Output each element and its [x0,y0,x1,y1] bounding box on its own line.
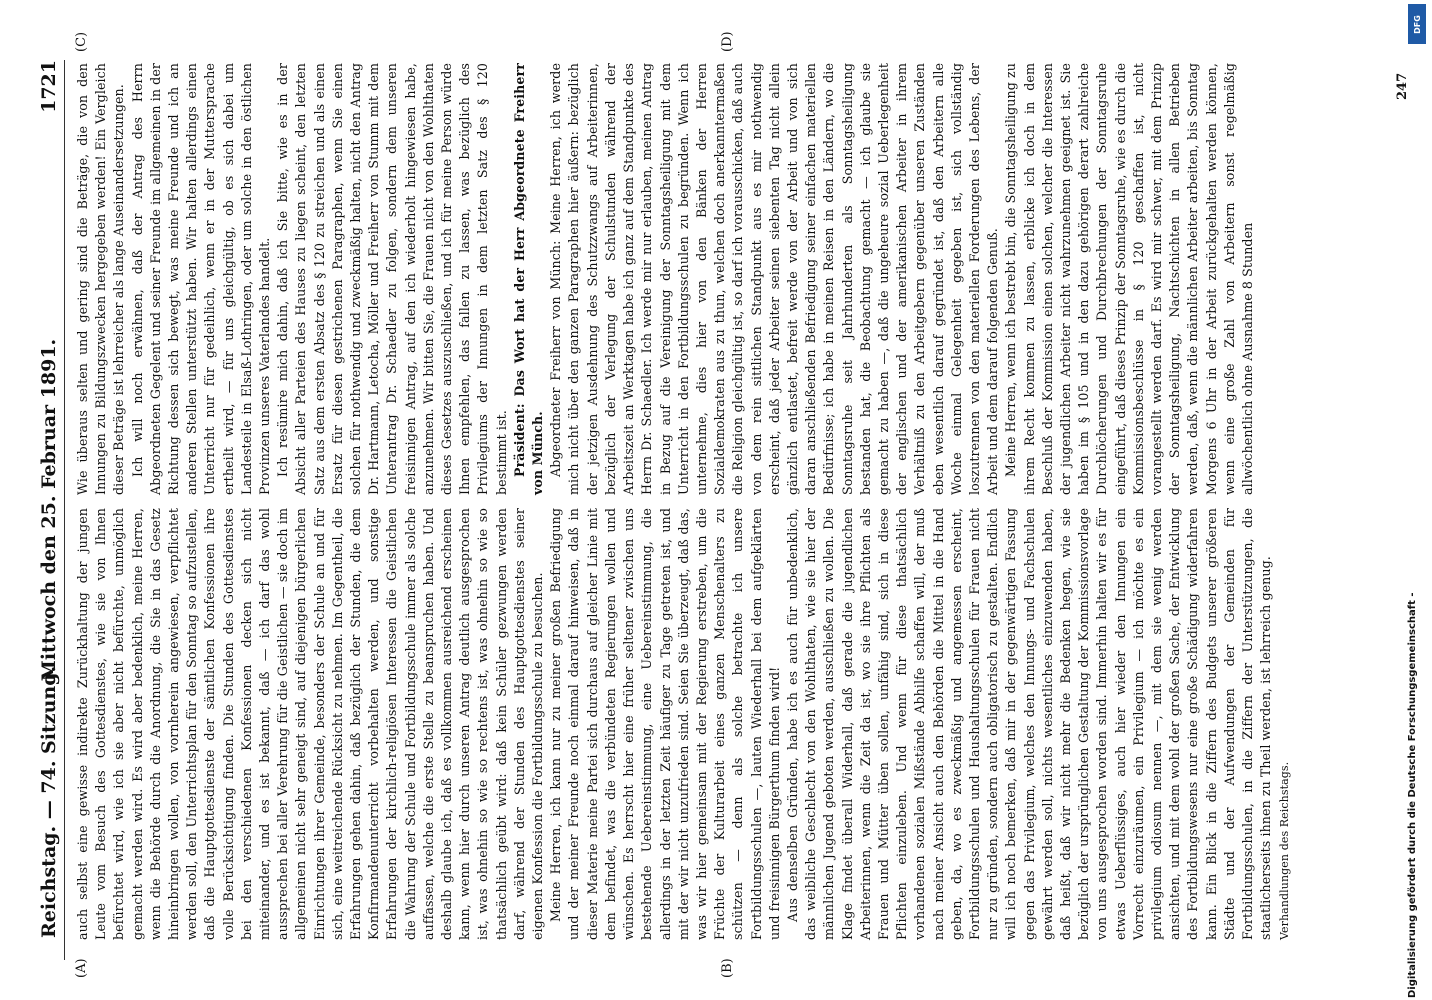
right-paragraph-1: Wie überaus selten und gering sind die Beträge, die von den Innungen zu Bildungszwecken hergegeben werden! Ein Vergleich dieser Beträge ist lehrreicher als lange Auseinandersetzungen. [75,63,127,495]
left-text-column [74,508,1292,940]
header-left: Reichstag. — 74. Sitzung. [38,665,60,938]
right-paragraph-president: Präsident: Das Wort hat der Herr Abgeordnete Freiherr von Münch. [511,63,546,495]
margin-marker-a: (A) [74,958,89,978]
left-paragraph-1: auch selbst eine gewisse indirekte Zurückhaltung der jungen Leute vom Besuch des Gottesdienstes, wie sie von Ihnen befürchtet wird, wie ich sie aber nicht befürchte, unmöglich gemacht werden wird. Es wird aber bedenklich, meine Herren, wenn die Behörde durch die Anordnung, die Sie in das Gesetz hineinbringen wollen, von vornherein angewiesen, verpflichtet werden soll, den Unterrichtsplan für den Sonntag so aufzustellen, daß die Hauptgottesdienste der sämtlichen Konfessionen ihre volle Berücksichtigung finden. Die Stunden des Gottesdienstes bei den verschiedenen Konfessionen decken sich nicht miteinander, und es ist bekannt, daß — ich darf das wohl aussprechen bei aller Verehrung für die Geistlichen — sie doch im allgemeinen nicht sehr geneigt sind, auf diejenigen bürgerlichen Einrichtungen ihrer Gemeinde, besonders der Schule an und für sich, eine weitreichende Rücksicht zu nehmen. Im Gegentheil, die Erfahrungen gehen dahin, daß bezüglich der Stunden, die dem Konfirmandenunterricht vorbehalten werden, und sonstige Erfahrungen der kirchlich-religiösen Interessen die Geistlichen die Wahrung der Schule und Fortbildungsschule immer als solche auffassen, welche die erste Stelle zu beanspruchen haben. Und deshalb glaube ich, daß es vollkommen ausreichend erscheinen kann, wenn hier durch unseren Antrag deutlich ausgesprochen ist, was ohnehin so wie so rechtens ist, was ohnehin so wie so thatsächlich geübt wird: daß kein Schüler gezwungen werden darf, während der Stunden des Hauptgottesdienstes seiner eigenen Konfession die Fortbildungsschule zu besuchen. [75,508,546,940]
header-page-number: 1721 [38,60,60,113]
signature-number: 247 [1395,72,1410,100]
right-paragraph-6: Meine Herren, wenn ich bestrebt bin, die Sonntagsheiligung zu ihrem Recht kommen zu lassen, erblicke ich doch in dem Beschluß der Kommission einen solchen, welcher die Interessen der jugendlichen Arbeiter nicht wahrzunehmen geeignet ist. Sie haben im § 105 und in den dazu gehörigen derart zahlreiche Durchlöcherungen und Durchbrechungen der Sonntagsruhe eingeführt, daß dieses Prinzip der Sonntagsruhe, wie es durch die Kommissionsbeschlüsse in § 120 geschaffen ist, nicht vorangestellt werden darf. Es wird mir schwer, mit dem Prinzip der Sonntagsheiligung, Nachtschichten in allen Betrieben werden, daß, wenn die männlichen Arbeiter arbeiten, bis Sonntag Morgens 6 Uhr in der Arbeit zurückgehalten werden können, wenn eine große Zahl von Arbeitern sonst regelmäßig allwöchentlich ohne Ausnahme 8 Stunden [1003,63,1255,495]
dfg-logo [1408,4,1426,44]
left-footer-note: Verhandlungen des Reichstags. [1278,761,1292,940]
left-paragraph-3: Aus denselben Gründen, habe ich es auch für unbedenklich, das weibliche Geschlecht von den Wohlthaten, wie sie hier der männlichen Jugend geboten werden, ausschließen zu wollen. Die Klage findet überall Widerhall, daß gerade die jugendlichen Arbeiterinnen, wenn die Zeit da ist, wo sie ihre Pflichten als Frauen und Mütter üben sollen, unfähig sind, sich in diese Pflichten einzuleben. Und wenn für diese thatsächlich vorhandenen sozialen Mißstände Abhilfe schaffen will, der muß nach meiner Ansicht auch den Behörden die Mittel in die Hand geben, da, wo es zweckmäßig und angemessen erscheint, Fortbildungsschulen und Haushaltungsschulen für Frauen nicht nur zu gründen, sondern auch obligatorisch zu gestalten. Endlich will ich noch bemerken, daß mir in der gegenwärtigen Fassung gegen das Privilegium, welches den Innungs- und Fachschulen gewährt werden soll, nichts wesentliches einzuwenden haben, daß heißt, daß wir nicht mehr die Bedenken hegen, wie sie bezüglich der ursprünglichen Gestaltung der Kommissionsvorlage von uns ausgesprochen worden sind. Immerhin halten wir es für etwas Ueberflüssiges, auch hier wieder den Innungen ein Vorrecht einzuräumen, ein Privilegium — ich möchte es ein privilegium odiosum nennen —, mit dem sie wenig werden ansichten, und mit dem wohl der großen Sache, der Entwicklung des Fortbildungswesens nur eine große Schädigung widerfahren kann. Ein Blick in die Ziffern des Budgets unserer größeren Städte und der Aufwendungen der Gemeinden für Fortbildungsschulen, in die Ziffern der Unterstützungen, die staatlicherseits ihnen zu Theil werden, ist lehrreich genug. [784,508,1274,940]
margin-marker-d: (D) [720,31,735,52]
dfg-logo-text: DFG [1412,14,1422,34]
margin-marker-c: (C) [74,31,89,52]
margin-marker-b: (B) [720,958,735,978]
header-date: Mittwoch den 25. Februar 1891. [38,338,60,682]
page-header [28,60,65,960]
right-text-column [74,63,1257,495]
right-paragraph-5: Abgeordneter Freiherr von Münch: Meine Herren, ich werde mich nicht über den ganzen Paragraphen hier äußern: bezüglich der jetzigen Ausdehnung des Schutzzwangs auf Arbeiterinnen, bezüglich der Verlegung der Schulstunden während der Arbeitszeit an Werktagen habe ich ganz auf dem Standpunkte des Herrn Dr. Schaedler. Ich werde mir nur erlauben, meinen Antrag in Bezug auf die Vereinigung der Sonntagsheiligung mit dem Unterricht in den Fortbildungsschulen zu begründen. Wenn ich unternehme, dies hier von den Bänken der Herren Sozialdemokraten aus zu thun, welchen doch anerkanntermaßen die Religion gleichgültig ist, so darf ich vorausschicken, daß auch von dem rein sittlichen Standpunkt aus es mir nothwendig erscheint, daß jeder Arbeiter seinen siebenten Tag nicht allein gänzlich entlastet, befreit werde von der Arbeit und von sich daran anschließenden Befriedigung seiner einfachen materiellen Bedürfnisse; ich habe in meinen Reisen in den Ländern, wo die Sonntagsruhe seit Jahrhunderten als Sonntagsheiligung bestanden hat, die Beobachtung gemacht — ich glaube sie gemacht zu haben —, daß die ungeheure sozial Ueberlegenheit der englischen und der amerikanischen Arbeiter in ihrem Verhältniß zu den Arbeitgebern gegenüber unseren Zuständen eben wesentlich darauf gegründet ist, daß den Arbeitern alle Woche einmal Gelegenheit gegeben ist, sich vollständig loszutrennen von den materiellen Forderungen des Lebens, der Arbeit und dem darauf folgenden Genuß. [548,63,1001,495]
left-paragraph-2: Meine Herren, ich kann nur zu meiner großen Befriedigung und der meiner Freunde noch einmal darauf hinweisen, daß in dieser Materie meine Partei sich durchaus auf gleicher Linie mit dem befindet, was die verbündeten Regierungen wollen und wünschen. Es herrscht hier eine früher seltener zwischen uns bestehende Uebereinstimmung, eine Uebereinstimmung, die allerdings in der letzten Zeit häufiger zu Tage getreten ist, und mit der wir nicht unzufrieden sind. Seien Sie überzeugt, daß das, was wir hier gemeinsam mit der Regierung erstreben, um die Früchte der Kulturarbeit eines ganzen Menschenalters zu schützen — denn als solche betrachte ich unsere Fortbildungsschulen —, lauten Wiederhall bei dem aufgeklärten und freisinnigen Bürgerthum finden wird! [548,508,782,940]
right-paragraph-2: Ich will noch erwähnen, daß der Antrag des Herrn Abgeordneten Gegelent und seiner Freunde im allgemeinen in der Richtung dessen sich bewegt, was meine Freunde und ich an anderen Stellen unterstützt haben. Wir halten allerdings einen Unterricht nur für gedeihlich, wenn er in der Muttersprache ertheilt wird, — für uns gleichgültig, ob es sich dabei um Landesteile in Elsaß-Lothringen, oder um solche in den östlichen Provinzen unseres Vaterlandes handelt. [129,62,273,495]
right-paragraph-3: Ich resümire mich dahin, daß ich Sie bitte, wie es in der Absicht aller Parteien des Hauses zu liegen scheint, den letzten Satz aus dem ersten Absatz des § 120 zu streichen und als einen Ersatz für diesen gestrichenen Paragraphen, wenn Sie einen solchen für nothwendig und zweckmäßig halten, nicht den Antrag Dr. Hartmann, Letocha, Möller und Freiherr von Stumm mit dem Unterantrag Dr. Schaedler zu folgen, sondern dem unseren freisinnigen Antrag, auf den ich wiederholt hingewiesen habe, anzunehmen. Wir bitten Sie, die Frauen nicht von den Wohlthaten dieses Gesetzes auszuschließen, und ich für meine Person würde Ihnen empfehlen, das fallen zu lassen, was bezüglich des Privilegiums der Innungen in dem letzten Satz des § 120 bestimmt ist. [275,63,509,495]
attribution-text: Digitalisierung gefördert durch die Deutsche Forschungsgemeinschaft - [1407,592,1418,998]
digitization-attribution [1402,0,1428,1000]
